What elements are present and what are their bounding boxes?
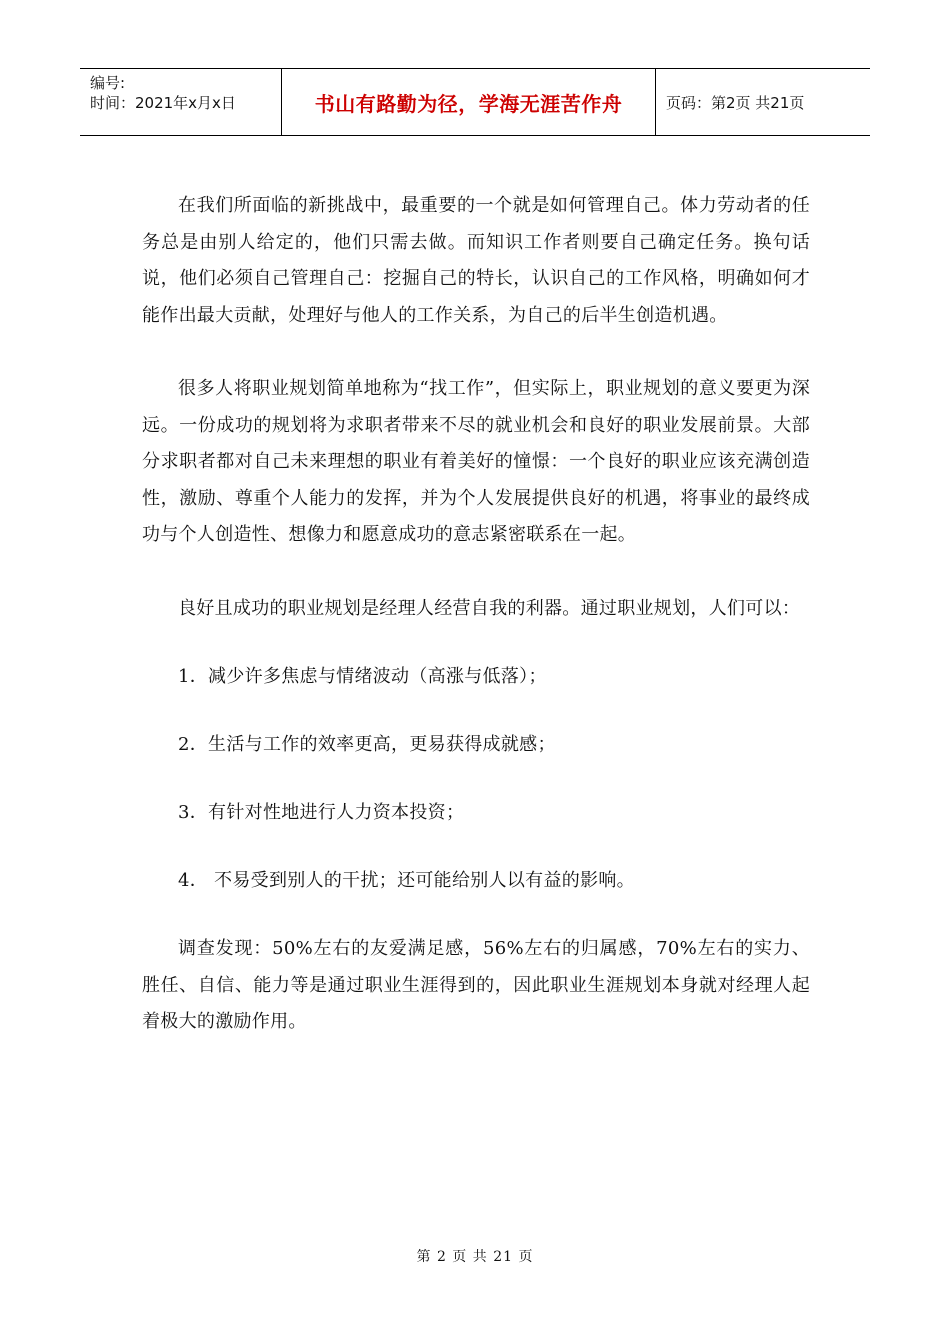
paragraph-benefits-lead: 良好且成功的职业规划是经理人经营自我的利器。通过职业规划，人们可以：: [178, 597, 801, 619]
list-item: 2．生活与工作的效率更高，更易获得成就感；: [178, 734, 556, 755]
list-item: 1．减少许多焦虑与情绪波动（高涨与低落）；: [178, 666, 547, 687]
header-motto: 书山有路勤为径，学海无涯苦作舟: [282, 69, 656, 135]
list-item: 3．有针对性地进行人力资本投资；: [178, 802, 465, 823]
document-header: [80, 68, 870, 136]
date-label: 时间：2021年x月x日: [90, 94, 236, 112]
paragraph-career-planning: 很多人将职业规划简单地称为“找工作”，但实际上，职业规划的意义要更为深远。一份成功的规划将为求职者带来不尽的就业机会和良好的职业发展前景。大部分求职者都对自己未来理想的职业有着美好的憧憬：一个良好的职业应该充满创造性，激励、尊重个人能力的发挥，并为个人发展提供良好的机遇，将事业的最终成功与个人创造性、想像力和愿意成功的意志紧密联系在一起。: [142, 378, 810, 545]
document-body: [142, 188, 810, 1041]
list-item: 4． 不易受到别人的干扰；还可能给别人以有益的影响。: [178, 870, 635, 891]
paragraph-survey: 调查发现：50%左右的友爱满足感，56%左右的归属感，70%左右的实力、胜任、自信、能力等是通过职业生涯得到的，因此职业生涯规划本身就对经理人起着极大的激励作用。: [142, 938, 810, 1032]
header-meta: [80, 69, 282, 135]
paragraph-intro: 在我们所面临的新挑战中，最重要的一个就是如何管理自己。体力劳动者的任务总是由别人给定的，他们只需去做。而知识工作者则要自己确定任务。换句话说，他们必须自己管理自己：挖掘自己的特长，认识自己的工作风格，明确如何才能作出最大贡献，处理好与他人的工作关系，为自己的后半生创造机遇。: [142, 195, 810, 326]
header-page-info: 页码：第2页 共21页: [666, 93, 805, 112]
page-footer: 第 2 页 共 21 页: [416, 1249, 534, 1265]
serial-label: 编号:: [90, 74, 126, 92]
